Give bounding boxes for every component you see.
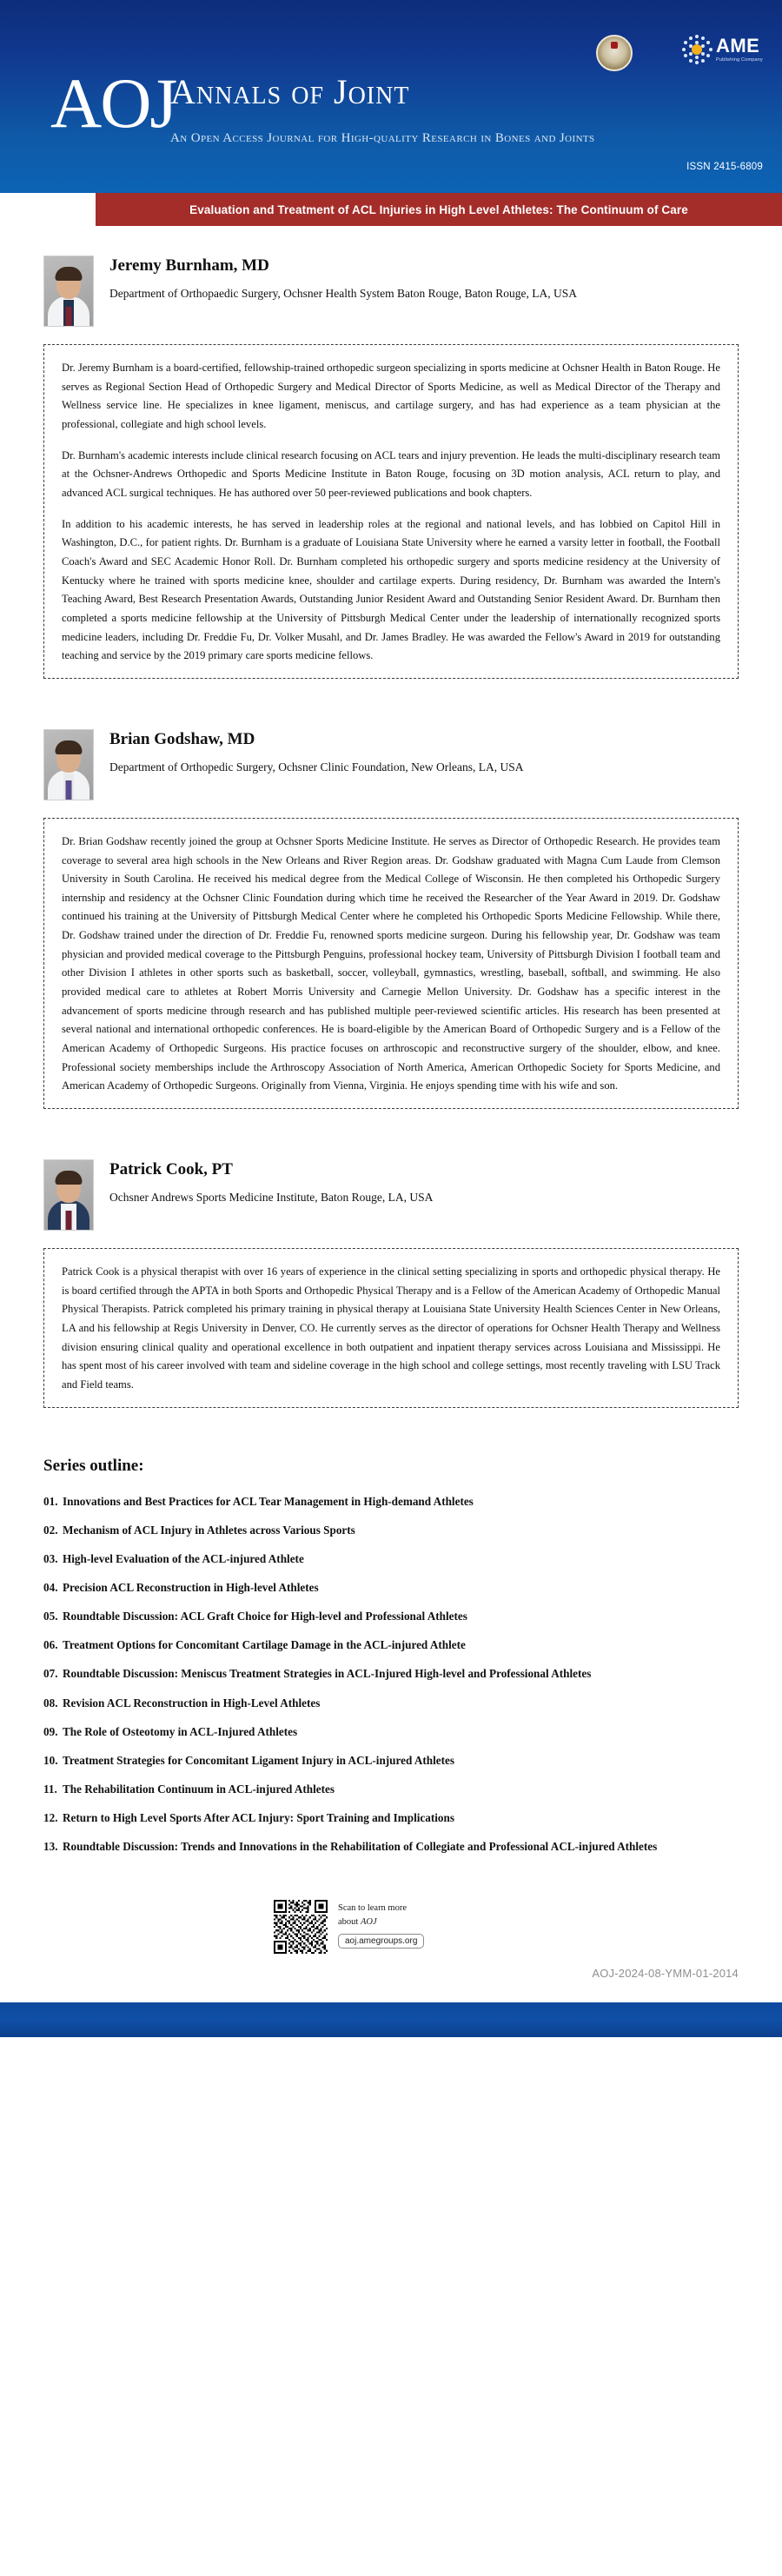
journal-subtitle: An Open Access Journal for High-quality Research in Bones and Joints xyxy=(170,131,595,145)
outline-item-label: Roundtable Discussion: ACL Graft Choice for High-level and Professional Athletes xyxy=(63,1610,467,1623)
outline-item-number: 11. xyxy=(43,1783,57,1796)
ame-sublabel: Publishing Company xyxy=(715,57,763,63)
document-code: AOJ-2024-08-YMM-01-2014 xyxy=(592,1967,739,1981)
outline-item xyxy=(43,1522,730,1538)
author-name: Patrick Cook, PT xyxy=(109,1160,233,1179)
outline-item xyxy=(43,1723,730,1740)
avatar xyxy=(43,256,94,327)
series-banner: Evaluation and Treatment of ACL Injuries in High Level Athletes: The Continuum of Care xyxy=(96,193,782,226)
author-header-3 xyxy=(43,1159,739,1231)
outline-item-label: Return to High Level Sports After ACL Injury: Sport Training and Implications xyxy=(63,1811,454,1825)
outline-item-number: 10. xyxy=(43,1753,58,1767)
author-affiliation: Ochsner Andrews Sports Medicine Institute, Baton Rouge, LA, USA xyxy=(109,1190,434,1204)
ame-publishing-logo xyxy=(682,35,763,64)
footer-bar xyxy=(0,2002,782,2037)
author-meta-3 xyxy=(109,1159,433,1207)
avatar xyxy=(43,729,94,800)
scan-line-2-prefix: about xyxy=(338,1917,361,1928)
author-affiliation: Department of Orthopedic Surgery, Ochsner Clinic Foundation, New Orleans, LA, USA xyxy=(109,760,524,773)
issn-label: ISSN 2415-6809 xyxy=(686,162,763,172)
outline-item-label: Innovations and Best Practices for ACL Tear Management in High-demand Athletes xyxy=(63,1494,474,1508)
scan-line-1: Scan to learn more xyxy=(338,1903,408,1914)
outline-item-number: 02. xyxy=(43,1523,58,1537)
outline-item-label: Roundtable Discussion: Meniscus Treatment Strategies in ACL-Injured High-level and Professional Athletes xyxy=(63,1667,592,1681)
outline-item-number: 04. xyxy=(43,1581,58,1595)
outline-item xyxy=(43,1695,730,1711)
university-seal-icon xyxy=(596,35,633,71)
outline-item xyxy=(43,1608,730,1624)
bio-paragraph: Patrick Cook is a physical therapist with over 16 years of experience in the clinical setting specializing in sports and orthopedic physical therapy. He is board certified through the APTA in both Sports and Orthopedic Physical Therapy and is a Fellow of the American Academy of Orthopedic Manual Physical Therapists. Patrick completed his primary training in physical therapy at Louisiana State University Health Sciences Center in New Orleans, LA and his fellowship at Regis University in Denver, CO. He currently serves as the director of operations for Ochsner Health Therapy and Wellness division ensuring clinical quality and operational excellence in both outpatient and inpatient therapy services across Louisiana and Mississippi. He has spent most of his career involved with team and sideline coverage in the high school and college settings, most recently traveling with LSU Track and Field teams. xyxy=(62,1265,720,1391)
outline-item-label: Revision ACL Reconstruction in High-Level Athletes xyxy=(63,1696,321,1710)
outline-item xyxy=(43,1550,730,1567)
masthead xyxy=(0,0,782,193)
outline-item xyxy=(43,1579,730,1596)
series-outline-title: Series outline: xyxy=(43,1456,144,1475)
author-name: Brian Godshaw, MD xyxy=(109,729,255,748)
outline-item xyxy=(43,1781,730,1797)
outline-item-label: The Rehabilitation Continuum in ACL-injured Athletes xyxy=(63,1783,335,1796)
author-header-1 xyxy=(43,256,739,327)
aoj-logo: AOJ xyxy=(50,63,176,143)
outline-item-number: 08. xyxy=(43,1696,58,1710)
author-bio-box-1 xyxy=(43,344,739,679)
ame-label: AME xyxy=(715,35,760,56)
journal-abbr: AOJ xyxy=(360,1917,377,1928)
outline-item-number: 13. xyxy=(43,1840,58,1854)
outline-item-number: 12. xyxy=(43,1811,58,1825)
outline-item-number: 06. xyxy=(43,1638,58,1652)
author-meta-2 xyxy=(109,729,524,777)
outline-item-label: High-level Evaluation of the ACL-injured Athlete xyxy=(63,1551,304,1565)
outline-item-number: 07. xyxy=(43,1667,58,1681)
outline-item xyxy=(43,1637,730,1653)
bio-paragraph: Dr. Brian Godshaw recently joined the group at Ochsner Sports Medicine Institute. He serves as Director of Orthopedic Research. He provides team coverage to several area high schools in the New Orleans and River Region areas. Dr. Godshaw graduated with Magna Cum Laude from Clemson University in South Carolina. He received his medical degree from the Medical College of Wisconsin. He then completed his Orthopedic Surgery internship and residency at the Ochsner Clinic Foundation during which time he received the Researcher of the Year Award in 2019. Dr. Godshaw continued his training at the University of Pittsburgh Medical Center where he completed his Orthopedic Sports Medicine Fellowship. While there, Dr. Godshaw trained under the direction of Dr. Freddie Fu, renowned sports medicine surgeon. During his fellowship year, Dr. Godshaw was team physician and provided medical coverage to the Pittsburgh Penguins, professional hockey team, University of Pittsburgh Division I football team and other Division I athletes in other sports such as basketball, soccer, volleyball, gymnastics, wrestling, baseball, softball, and swimming. He also provided medical care to athletes at Robert Morris University and Carnegie Mellon University. Dr. Godshaw has a specific interest in the advancement of sports medicine through research and has published multiple peer-reviewed scientific articles. His research has been presented at several national and international orthopedic conferences. He is board-eligible by the American Board of Orthopedic Surgery and is a Fellow of the American Academy of Orthopedic Surgeons. His practice focuses on arthroscopic and reconstructive surgery of the shoulder, elbow, and knee. Professional society memberships include the Arthroscopy Association of North America, American Orthopedic Society for Sports Medicine, and American Academy of Orthopedic Surgeons. Originally from Vienna, Virginia. He enjoys spending time with his wife and son. xyxy=(62,834,720,1092)
outline-item-label: Treatment Options for Concomitant Cartilage Damage in the ACL-injured Athlete xyxy=(63,1638,466,1652)
author-bio-box-2 xyxy=(43,818,739,1109)
author-bio-box-3 xyxy=(43,1248,739,1408)
author-name: Jeremy Burnham, MD xyxy=(109,256,269,275)
qr-row xyxy=(43,1900,739,1954)
qr-caption xyxy=(338,1900,424,1949)
outline-item xyxy=(43,1752,730,1769)
content-area xyxy=(0,256,782,1855)
bio-paragraph: Dr. Jeremy Burnham is a board-certified, fellowship-trained orthopedic surgeon specializing in sports medicine at Ochsner Health in Baton Rouge. He serves as Regional Section Head of Orthopedic Surgery and Medical Director of Sports Medicine, as well as Medical Director of the Therapy and Wellness service line. He specializes in knee ligament, meniscus, and cartilage surgery, and has had experience as a team physician at the professional, collegiate and high school levels. xyxy=(62,362,720,430)
footer xyxy=(0,1900,782,2002)
scan-line-2 xyxy=(338,1915,424,1929)
outline-item xyxy=(43,1809,730,1826)
outline-item-number: 09. xyxy=(43,1724,58,1738)
author-block-3 xyxy=(43,1159,739,1408)
ame-dots-icon xyxy=(682,35,712,64)
series-outline-section xyxy=(43,1457,739,1856)
outline-item-label: Roundtable Discussion: Trends and Innovations in the Rehabilitation of Collegiate and Professional ACL-injured Athletes xyxy=(63,1840,658,1854)
outline-item-label: Mechanism of ACL Injury in Athletes across Various Sports xyxy=(63,1523,355,1537)
outline-item xyxy=(43,1493,730,1510)
author-meta-1 xyxy=(109,256,577,303)
journal-title: Annals of Joint xyxy=(170,72,410,111)
bio-paragraph: Dr. Burnham's academic interests include clinical research focusing on ACL tears and injury prevention. He leads the multi-disciplinary research team at the Ochsner-Andrews Orthopedic and Sports Medicine Institute in Baton Rouge, focusing on 3D motion analysis, ACL return to play, and advanced ACL surgical techniques. He has authored over 50 peer-reviewed publications and book chapters. xyxy=(62,448,720,499)
outline-item xyxy=(43,1838,730,1855)
outline-item-label: Treatment Strategies for Concomitant Ligament Injury in ACL-injured Athletes xyxy=(63,1753,455,1767)
author-affiliation: Department of Orthopaedic Surgery, Ochsner Health System Baton Rouge, Baton Rouge, LA, USA xyxy=(109,286,578,300)
author-header-2 xyxy=(43,729,739,800)
outline-item-label: The Role of Osteotomy in ACL-Injured Athletes xyxy=(63,1724,298,1738)
ame-core-icon xyxy=(692,44,702,55)
outline-item-label: Precision ACL Reconstruction in High-level Athletes xyxy=(63,1581,319,1595)
author-block-2 xyxy=(43,729,739,1109)
outline-item-number: 01. xyxy=(43,1494,58,1508)
avatar xyxy=(43,1159,94,1231)
outline-item xyxy=(43,1665,730,1682)
outline-item-number: 05. xyxy=(43,1610,58,1623)
outline-item-number: 03. xyxy=(43,1551,58,1565)
journal-url-link[interactable]: aoj.amegroups.org xyxy=(338,1934,424,1949)
bio-paragraph: In addition to his academic interests, he has served in leadership roles at the regional and national levels, and has lobbied on Capitol Hill in Washington, D.C., for patient rights. Dr. Burnham is a graduate of Louisiana State University where he earned a varsity letter in football, the Football Coach's Award and SEC Academic Honor Roll. Dr. Burnham completed his orthopedic surgery and sports medicine residency at the University of Kentucky where he trained with sports medicine knee, shoulder and cartilage experts. During residency, Dr. Burnham was awarded the Intern's Teaching Award, Best Research Presentation Awards, Outstanding Junior Resident Award and Outstanding Senior Resident Award. Dr. Burnham then completed a sports medicine fellowship at the University of Pittsburgh Medical Center under the leadership of internationally recognized sports medicine leaders, including Dr. Freddie Fu, Dr. Volker Musahl, and Dr. James Bradley. He was awarded the Fellow's Award in 2019 for outstanding teaching and service by the 2019 primary care sports medicine fellows. xyxy=(62,517,720,662)
qr-code-icon[interactable] xyxy=(274,1900,328,1954)
author-block-1 xyxy=(43,256,739,679)
